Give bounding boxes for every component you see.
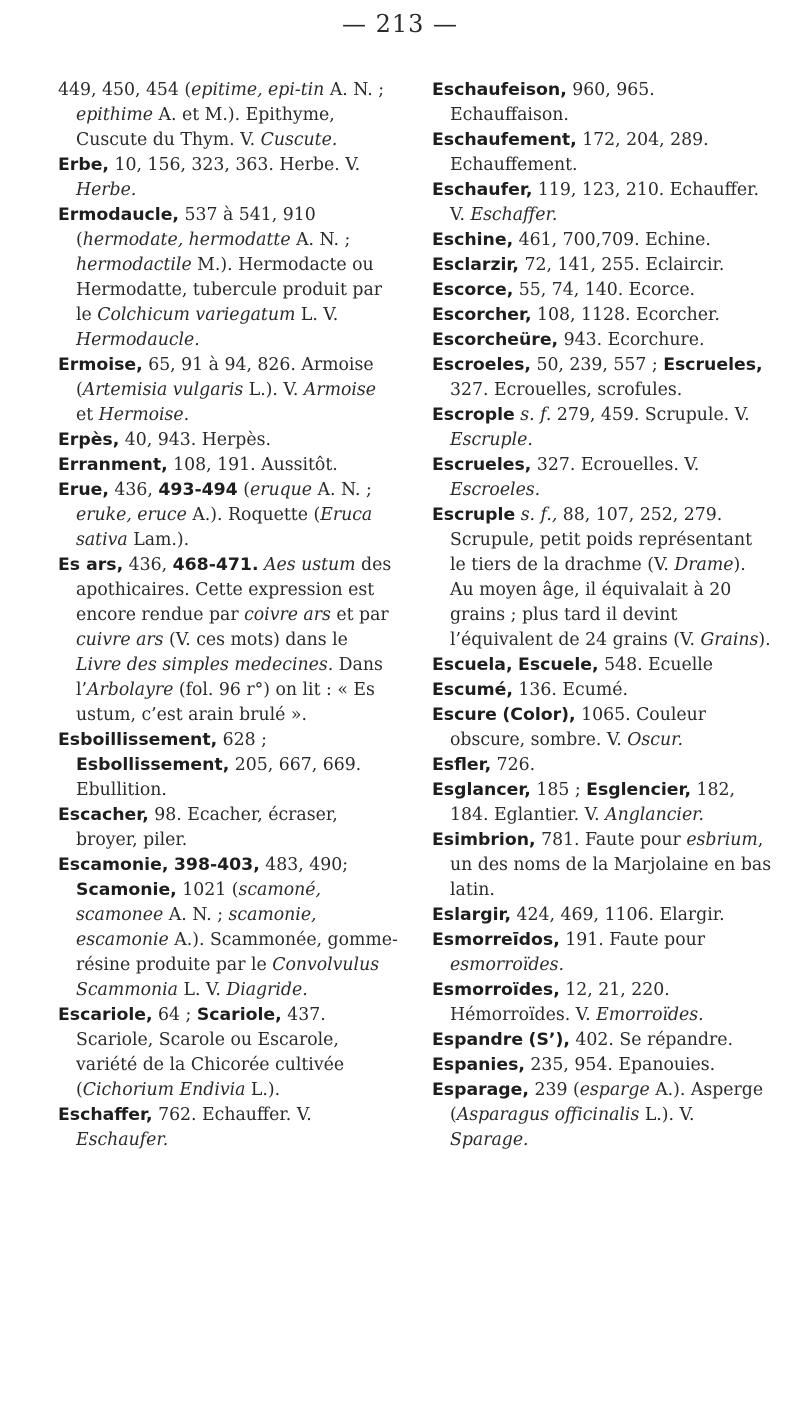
dictionary-entry [432, 353, 772, 403]
entry-text: 327. Ecrouelles. V. [531, 455, 700, 475]
entry-italic-text: Aes ustum [264, 555, 356, 575]
entry-italic-text: eruke, eruce [76, 505, 187, 525]
entry-text: 943. Ecorchure. [558, 330, 705, 350]
dictionary-entry [58, 553, 398, 728]
dictionary-entry [432, 1053, 772, 1078]
entry-text: ). Au moyen âge, il équivalait à 20 grains ; plus tard il devint l’équivalent de 24 grains (V. [450, 555, 746, 650]
entry-text: 960, 965. Echauffaison. [450, 80, 655, 125]
entry-italic-text: eruque [249, 480, 313, 500]
entry-italic-text: Hermodaucle. [76, 330, 200, 350]
entry-headword: Espandre [432, 1030, 524, 1050]
dictionary-entry [432, 653, 772, 678]
entry-text: 279, 459. Scrupule. V. [551, 405, 750, 425]
entry-bold-text: (S’), [528, 1030, 570, 1050]
entry-text: A. N. ; [324, 80, 385, 100]
dictionary-entry [58, 428, 398, 453]
dictionary-entry [58, 853, 398, 1003]
entry-italic-text: Emorroïdes. [596, 1005, 704, 1025]
dictionary-entry [58, 453, 398, 478]
dictionary-entry [432, 328, 772, 353]
entry-text: et par [330, 605, 389, 625]
entry-headword: Escamonie, [58, 855, 169, 875]
entry-italic-text: Sparage. [450, 1130, 529, 1150]
entry-text: 72, 141, 255. Eclaircir. [518, 255, 725, 275]
entry-text: 50, 239, 557 ; [530, 355, 664, 375]
entry-headword: Erpès, [58, 430, 120, 450]
dictionary-entry [432, 1028, 772, 1053]
entry-headword: Eschaufement, [432, 130, 577, 150]
dictionary-entry [58, 478, 398, 553]
entry-headword: Escorcher, [432, 305, 532, 325]
entry-text: 55, 74, 140. Ecorce. [513, 280, 696, 300]
entry-headword: Es ars, [58, 555, 124, 575]
entry-italic-text: Artemisia vulgaris [82, 380, 244, 400]
entry-text: M.). Hermodacte ou Hermodatte, tubercule produit par le [76, 255, 383, 325]
entry-italic-text: Cichorium Endivia [82, 1080, 246, 1100]
entry-italic-text: s. f. [520, 405, 552, 425]
entry-italic-text: hermodate, hermodatte [82, 230, 291, 250]
entry-headword: Esmorreīdos, [432, 930, 560, 950]
entry-bold-text: Esglencier, [586, 780, 692, 800]
entry-headword: Esmorroïdes, [432, 980, 560, 1000]
entry-italic-text: Armoise [303, 380, 377, 400]
entry-headword: Esimbrion, [432, 830, 536, 850]
entry-text: et [76, 405, 99, 425]
dictionary-entry [58, 203, 398, 353]
entry-text: 185 ; [530, 780, 587, 800]
entry-headword: Erue, [58, 480, 109, 500]
entry-text: 40, 943. Herpès. [119, 430, 271, 450]
entry-italic-text: Anglancier. [605, 805, 705, 825]
entry-text: 402. Se répandre. [569, 1030, 733, 1050]
entry-text: 108, 1128. Ecorcher. [531, 305, 720, 325]
entry-text: 119, 123, 210. Echauffer. V. [450, 180, 760, 225]
entry-headword: Escrueles, [432, 455, 532, 475]
dictionary-entry [432, 903, 772, 928]
entry-headword: Escorcheüre, [432, 330, 559, 350]
entry-headword: Ermodaucle, [58, 205, 179, 225]
dictionary-entry [432, 678, 772, 703]
entry-headword: Escure [432, 705, 497, 725]
dictionary-entry [432, 228, 772, 253]
entry-italic-text: Hermoise. [98, 405, 190, 425]
entry-italic-text: Diagride. [226, 980, 308, 1000]
entry-text: , un des noms de la Marjolaine en bas latin. [450, 830, 772, 900]
dictionary-entry [432, 178, 772, 228]
entry-text: 449, 450, 454 ( [58, 80, 192, 100]
entry-text: 461, 700,709. Echine. [513, 230, 711, 250]
dictionary-entry [432, 253, 772, 278]
entry-italic-text: Cuscute. [260, 130, 338, 150]
entry-text: 483, 490; [259, 855, 349, 875]
entry-italic-text: Colchicum variegatum [97, 305, 296, 325]
entry-bold-text: (Color), [502, 705, 576, 725]
entry-italic-text: coivre ars [244, 605, 331, 625]
entry-text: L. V. [177, 980, 227, 1000]
entry-headword: Esglancer, [432, 780, 531, 800]
entry-text: 88, 107, 252, 279. Scrupule, petit poids représentant le tiers de la drachme (V. [450, 505, 753, 575]
entry-bold-text: Escuele, [518, 655, 599, 675]
entry-text: 437. Scariole, Scarole ou Escarole, variété de la Chicorée cultivée ( [76, 1005, 345, 1100]
entry-text: 1021 ( [176, 880, 239, 900]
entry-text: 235, 954. Epanouies. [524, 1055, 716, 1075]
dictionary-entry [432, 78, 772, 128]
entry-text: ( [237, 480, 250, 500]
entry-italic-text: Asparagus officinalis [456, 1105, 640, 1125]
entry-text: 182, 184. Eglantier. V. [450, 780, 735, 825]
entry-text: 136. Ecumé. [512, 680, 628, 700]
entry-text: L.). V. [243, 380, 304, 400]
entry-text: 191. Faute pour [559, 930, 706, 950]
entry-headword: Esboillissement, [58, 730, 218, 750]
entry-text: 628 ; [217, 730, 267, 750]
entry-italic-text: s. f., [520, 505, 558, 525]
dictionary-entry [58, 728, 398, 803]
entry-text: ). [758, 630, 771, 650]
entry-text: A. N. ; [290, 230, 351, 250]
entry-text: 781. Faute pour [535, 830, 687, 850]
dictionary-entry [58, 153, 398, 203]
entry-italic-text: Eruca sativa [76, 505, 373, 550]
entry-bold-text: 468-471. [172, 555, 259, 575]
entry-headword: Esclarzir, [432, 255, 519, 275]
entry-headword: Eschaffer, [58, 1105, 153, 1125]
dictionary-entry [432, 1078, 772, 1153]
entry-italic-text: Livre des simples medecines. [76, 655, 334, 675]
entry-text: 172, 204, 289. Echauffement. [450, 130, 709, 175]
right-column [432, 78, 772, 1153]
dictionary-entry [432, 503, 772, 653]
entry-bold-text: Scariole, [196, 1005, 282, 1025]
entry-text: 436, [123, 555, 173, 575]
entry-headword: Escrople [432, 405, 515, 425]
page-number: — 213 — [341, 10, 459, 38]
dictionary-entry [432, 703, 772, 753]
entry-text: 726. [491, 755, 536, 775]
entry-text: (V. ces mots) dans le [163, 630, 348, 650]
entry-italic-text: Arbolayre [87, 680, 174, 700]
dictionary-entry [432, 403, 772, 453]
entry-headword: Esparage, [432, 1080, 529, 1100]
entry-italic-text: scamoné, scamonee [76, 880, 321, 925]
entry-text: L.). V. [639, 1105, 695, 1125]
entry-text: 205, 667, 669. Ebullition. [76, 755, 362, 800]
entry-bold-text: Scamonie, [76, 880, 177, 900]
entry-headword: Escariole, [58, 1005, 153, 1025]
entry-headword: Escuela, [432, 655, 513, 675]
entry-italic-text: Eschaffer. [470, 205, 558, 225]
entry-text: des apothicaires. Cette expression est encore rendue par [76, 555, 392, 625]
entry-text: A.). Roquette ( [186, 505, 321, 525]
dictionary-entry [432, 303, 772, 328]
dictionary-entry [58, 803, 398, 853]
entry-bold-text: Escrueles, [663, 355, 763, 375]
entry-headword: Eslargir, [432, 905, 512, 925]
entry-headword: Escacher, [58, 805, 149, 825]
dictionary-entry [58, 78, 398, 153]
entry-headword: Eschaufeison, [432, 80, 567, 100]
entry-italic-text: esmorroïdes. [450, 955, 564, 975]
entry-text: 98. Ecacher, écraser, broyer, piler. [76, 805, 338, 850]
dictionary-entry [432, 453, 772, 503]
entry-italic-text: esbrium [686, 830, 758, 850]
entry-italic-text: esparge [579, 1080, 650, 1100]
entry-italic-text: Oscur. [627, 730, 683, 750]
entry-text: Lam.). [127, 530, 190, 550]
entry-text: 239 ( [528, 1080, 580, 1100]
dictionary-entry [432, 928, 772, 978]
dictionary-entry [58, 1003, 398, 1103]
entry-bold-text: Esbollissement, [76, 755, 230, 775]
entry-headword: Eschine, [432, 230, 514, 250]
entry-headword: Ermoise, [58, 355, 143, 375]
entry-headword: Erbe, [58, 155, 109, 175]
entry-italic-text: Convolvulus Scammonia [76, 955, 380, 1000]
entry-text: Dans l’ [76, 655, 383, 700]
entry-headword: Escruple [432, 505, 516, 525]
entry-headword: Esfler, [432, 755, 492, 775]
entry-text: A.). Asperge ( [450, 1080, 764, 1125]
dictionary-entry [58, 353, 398, 428]
entry-italic-text: hermodactile [76, 255, 192, 275]
entry-italic-text: Escruple. [450, 430, 533, 450]
entry-headword: Escroeles, [432, 355, 531, 375]
entry-text: 12, 21, 220. Hémorroïdes. V. [450, 980, 670, 1025]
entry-text: L. V. [295, 305, 339, 325]
entry-italic-text: epitime, epi-tin [191, 80, 325, 100]
entry-text: 10, 156, 323, 363. Herbe. V. [108, 155, 361, 175]
entry-italic-text: Grains [700, 630, 759, 650]
entry-bold-text: 398-403, [173, 855, 260, 875]
entry-text: 548. Ecuelle [598, 655, 713, 675]
entry-headword: Eschaufer, [432, 180, 533, 200]
entry-text: 436, [108, 480, 159, 500]
entry-headword: Escorce, [432, 280, 514, 300]
entry-text: (fol. 96 r°) on lit : « Es ustum, c’est arain brulé ». [76, 680, 375, 725]
entry-text: A.). Scammonée, gomme-résine produite par le [76, 930, 398, 975]
dictionary-entry [432, 753, 772, 778]
entry-text: A. et M.). Epithyme, Cuscute du Thym. V. [76, 105, 335, 150]
dictionary-entry [432, 978, 772, 1028]
left-column [58, 78, 398, 1153]
entry-text: A. N. ; [312, 480, 372, 500]
entry-text: 1065. Couleur obscure, sombre. V. [450, 705, 706, 750]
entry-text: 64 ; [152, 1005, 197, 1025]
entry-text: A. N. ; [163, 905, 229, 925]
entry-bold-text: 493-494 [158, 480, 238, 500]
dictionary-entry [58, 1103, 398, 1153]
entry-italic-text: Herbe. [76, 180, 137, 200]
entry-italic-text: Escroeles. [450, 480, 541, 500]
dictionary-entry [432, 278, 772, 303]
entry-italic-text: epithime [76, 105, 154, 125]
entry-text: 762. Echauffer. V. [152, 1105, 312, 1125]
entry-italic-text: scamonie, escamonie [76, 905, 317, 950]
entry-text: 327. Ecrouelles, scrofules. [450, 380, 683, 400]
entry-text: L.). [245, 1080, 281, 1100]
entry-text: 65, 91 à 94, 826. Armoise ( [76, 355, 374, 400]
entry-italic-text: Eschaufer. [76, 1130, 169, 1150]
entry-text: 108, 191. Aussitôt. [167, 455, 338, 475]
dictionary-entry [432, 128, 772, 178]
entry-text: 424, 469, 1106. Elargir. [511, 905, 725, 925]
dictionary-entry [432, 828, 772, 903]
entry-italic-text: Drame [674, 555, 734, 575]
entry-italic-text: cuivre ars [76, 630, 164, 650]
entry-text: 537 à 541, 910 ( [76, 205, 316, 250]
entry-headword: Erranment, [58, 455, 168, 475]
entry-headword: Escumé, [432, 680, 513, 700]
dictionary-entry [432, 778, 772, 828]
entry-headword: Espanies, [432, 1055, 525, 1075]
